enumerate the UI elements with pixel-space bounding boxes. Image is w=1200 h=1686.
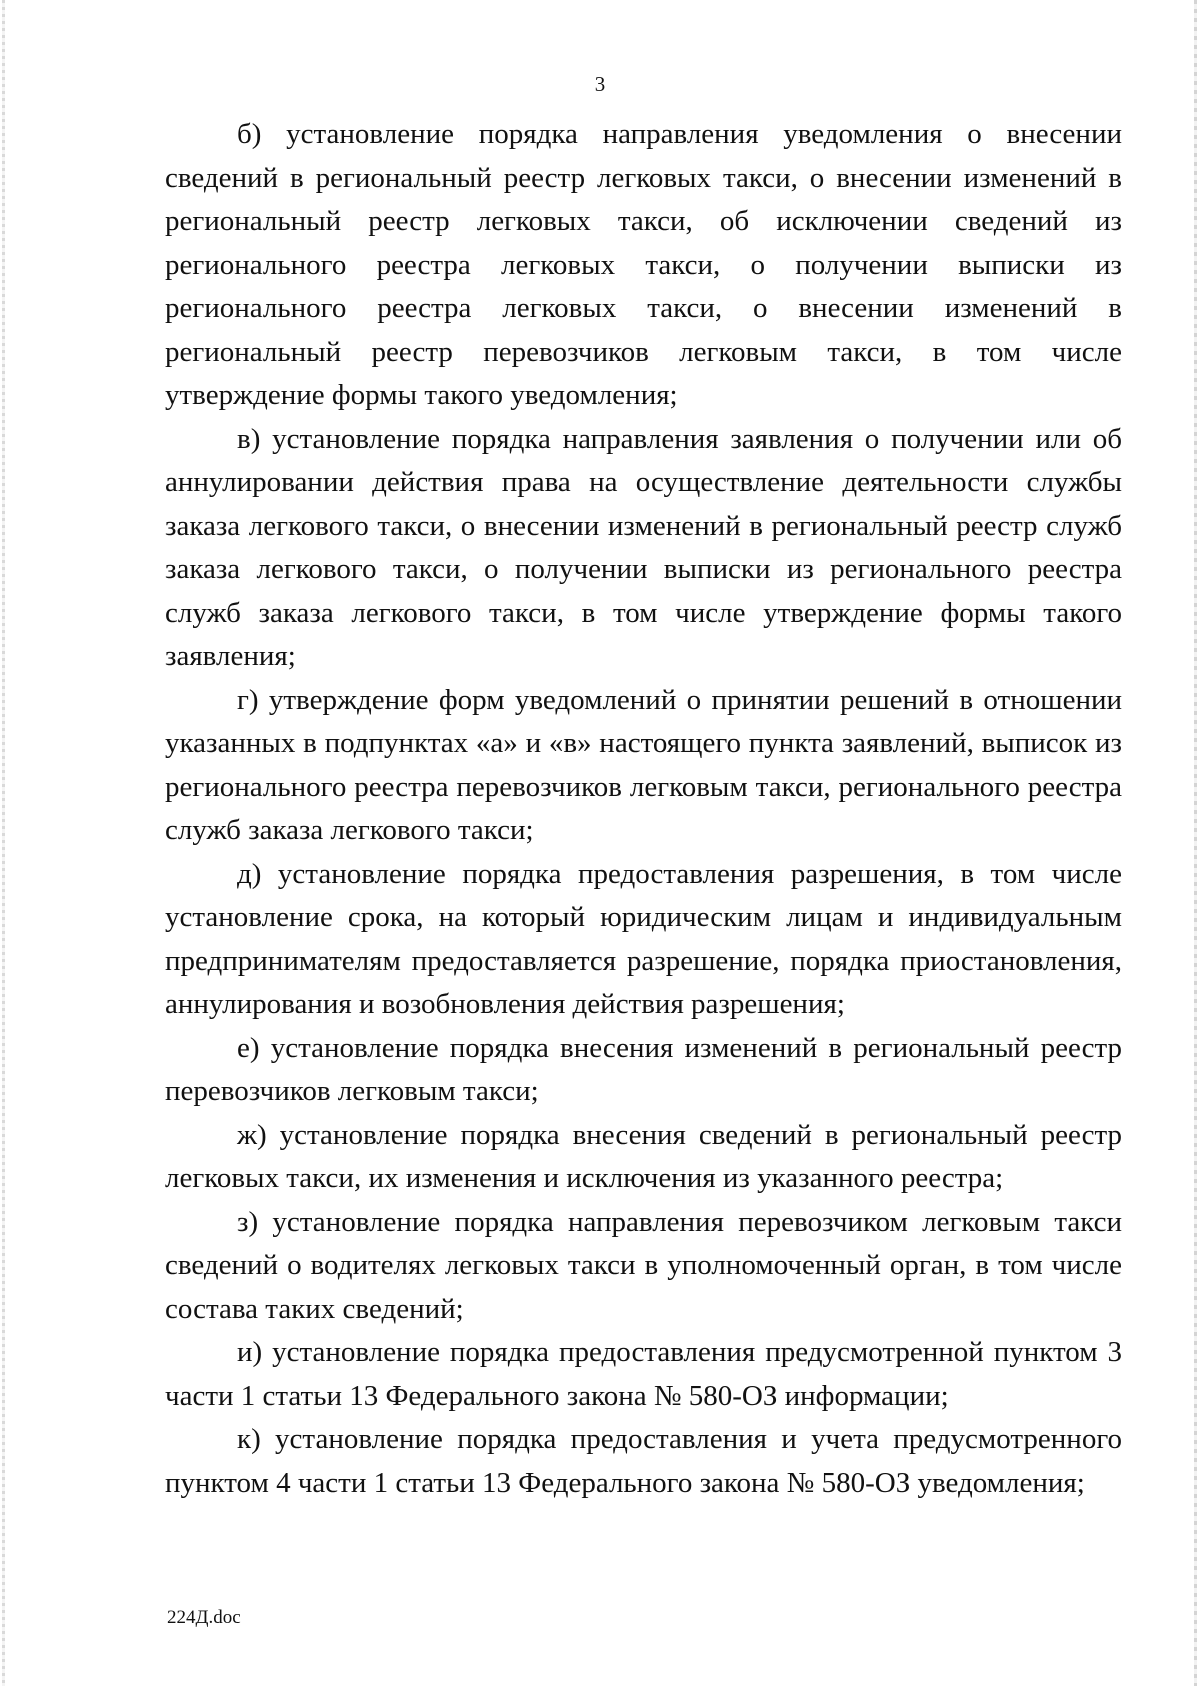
scan-edge-left (2, 0, 5, 1686)
paragraph-b: б) установление порядка направления уведомления о внесении сведений в региональный реестр легковых такси, о внесении изменений в региональный реестр легковых такси, об исключении сведений из регионального реестра легковых такси, о получении выписки из регионального реестра легковых такси, о внесении изменений в региональный реестр перевозчиков легковым такси, в том числе утверждение формы такого уведомления; (165, 118, 1122, 411)
scan-edge-right (1194, 0, 1197, 1686)
document-body (165, 113, 1122, 1505)
paragraph-v: в) установление порядка направления заявления о получении или об аннулировании действия права на осуществление деятельности службы заказа легкового такси, о внесении изменений в региональный реестр служб заказа легкового такси, о получении выписки из регионального реестра служб заказа легкового такси, в том числе утверждение формы такого заявления; (165, 422, 1122, 672)
paragraph-zh: ж) установление порядка внесения сведений в региональный реестр легковых такси, их изменения и исключения из указанного реестра; (165, 1118, 1122, 1194)
paragraph-e: е) установление порядка внесения изменений в региональный реестр перевозчиков легковым такси; (165, 1031, 1122, 1107)
footer-filename: 224Д.doc (167, 1607, 241, 1628)
paragraph-g: г) утверждение форм уведомлений о принятии решений в отношении указанных в подпунктах «а» и «в» настоящего пункта заявлений, выписок из регионального реестра перевозчиков легковым такси, регионального реестра служб заказа легкового такси; (165, 683, 1122, 846)
paragraph-i: и) установление порядка предоставления предусмотренной пунктом 3 части 1 статьи 13 Федерального закона № 580-ОЗ информации; (165, 1336, 1122, 1412)
page-number: 3 (594, 72, 606, 96)
paragraph-d: д) установление порядка предоставления разрешения, в том числе установление срока, на который юридическим лицам и индивидуальным предпринимателям предоставляется разрешение, порядка приостановления, аннулирования и возобновления действия разрешения; (165, 857, 1122, 1020)
paragraph-z: з) установление порядка направления перевозчиком легковым такси сведений о водителях легковых такси в уполномоченный орган, в том числе состава таких сведений; (165, 1205, 1122, 1325)
paragraph-k: к) установление порядка предоставления и учета предусмотренного пунктом 4 части 1 статьи 13 Федерального закона № 580-ОЗ уведомления; (165, 1423, 1122, 1499)
